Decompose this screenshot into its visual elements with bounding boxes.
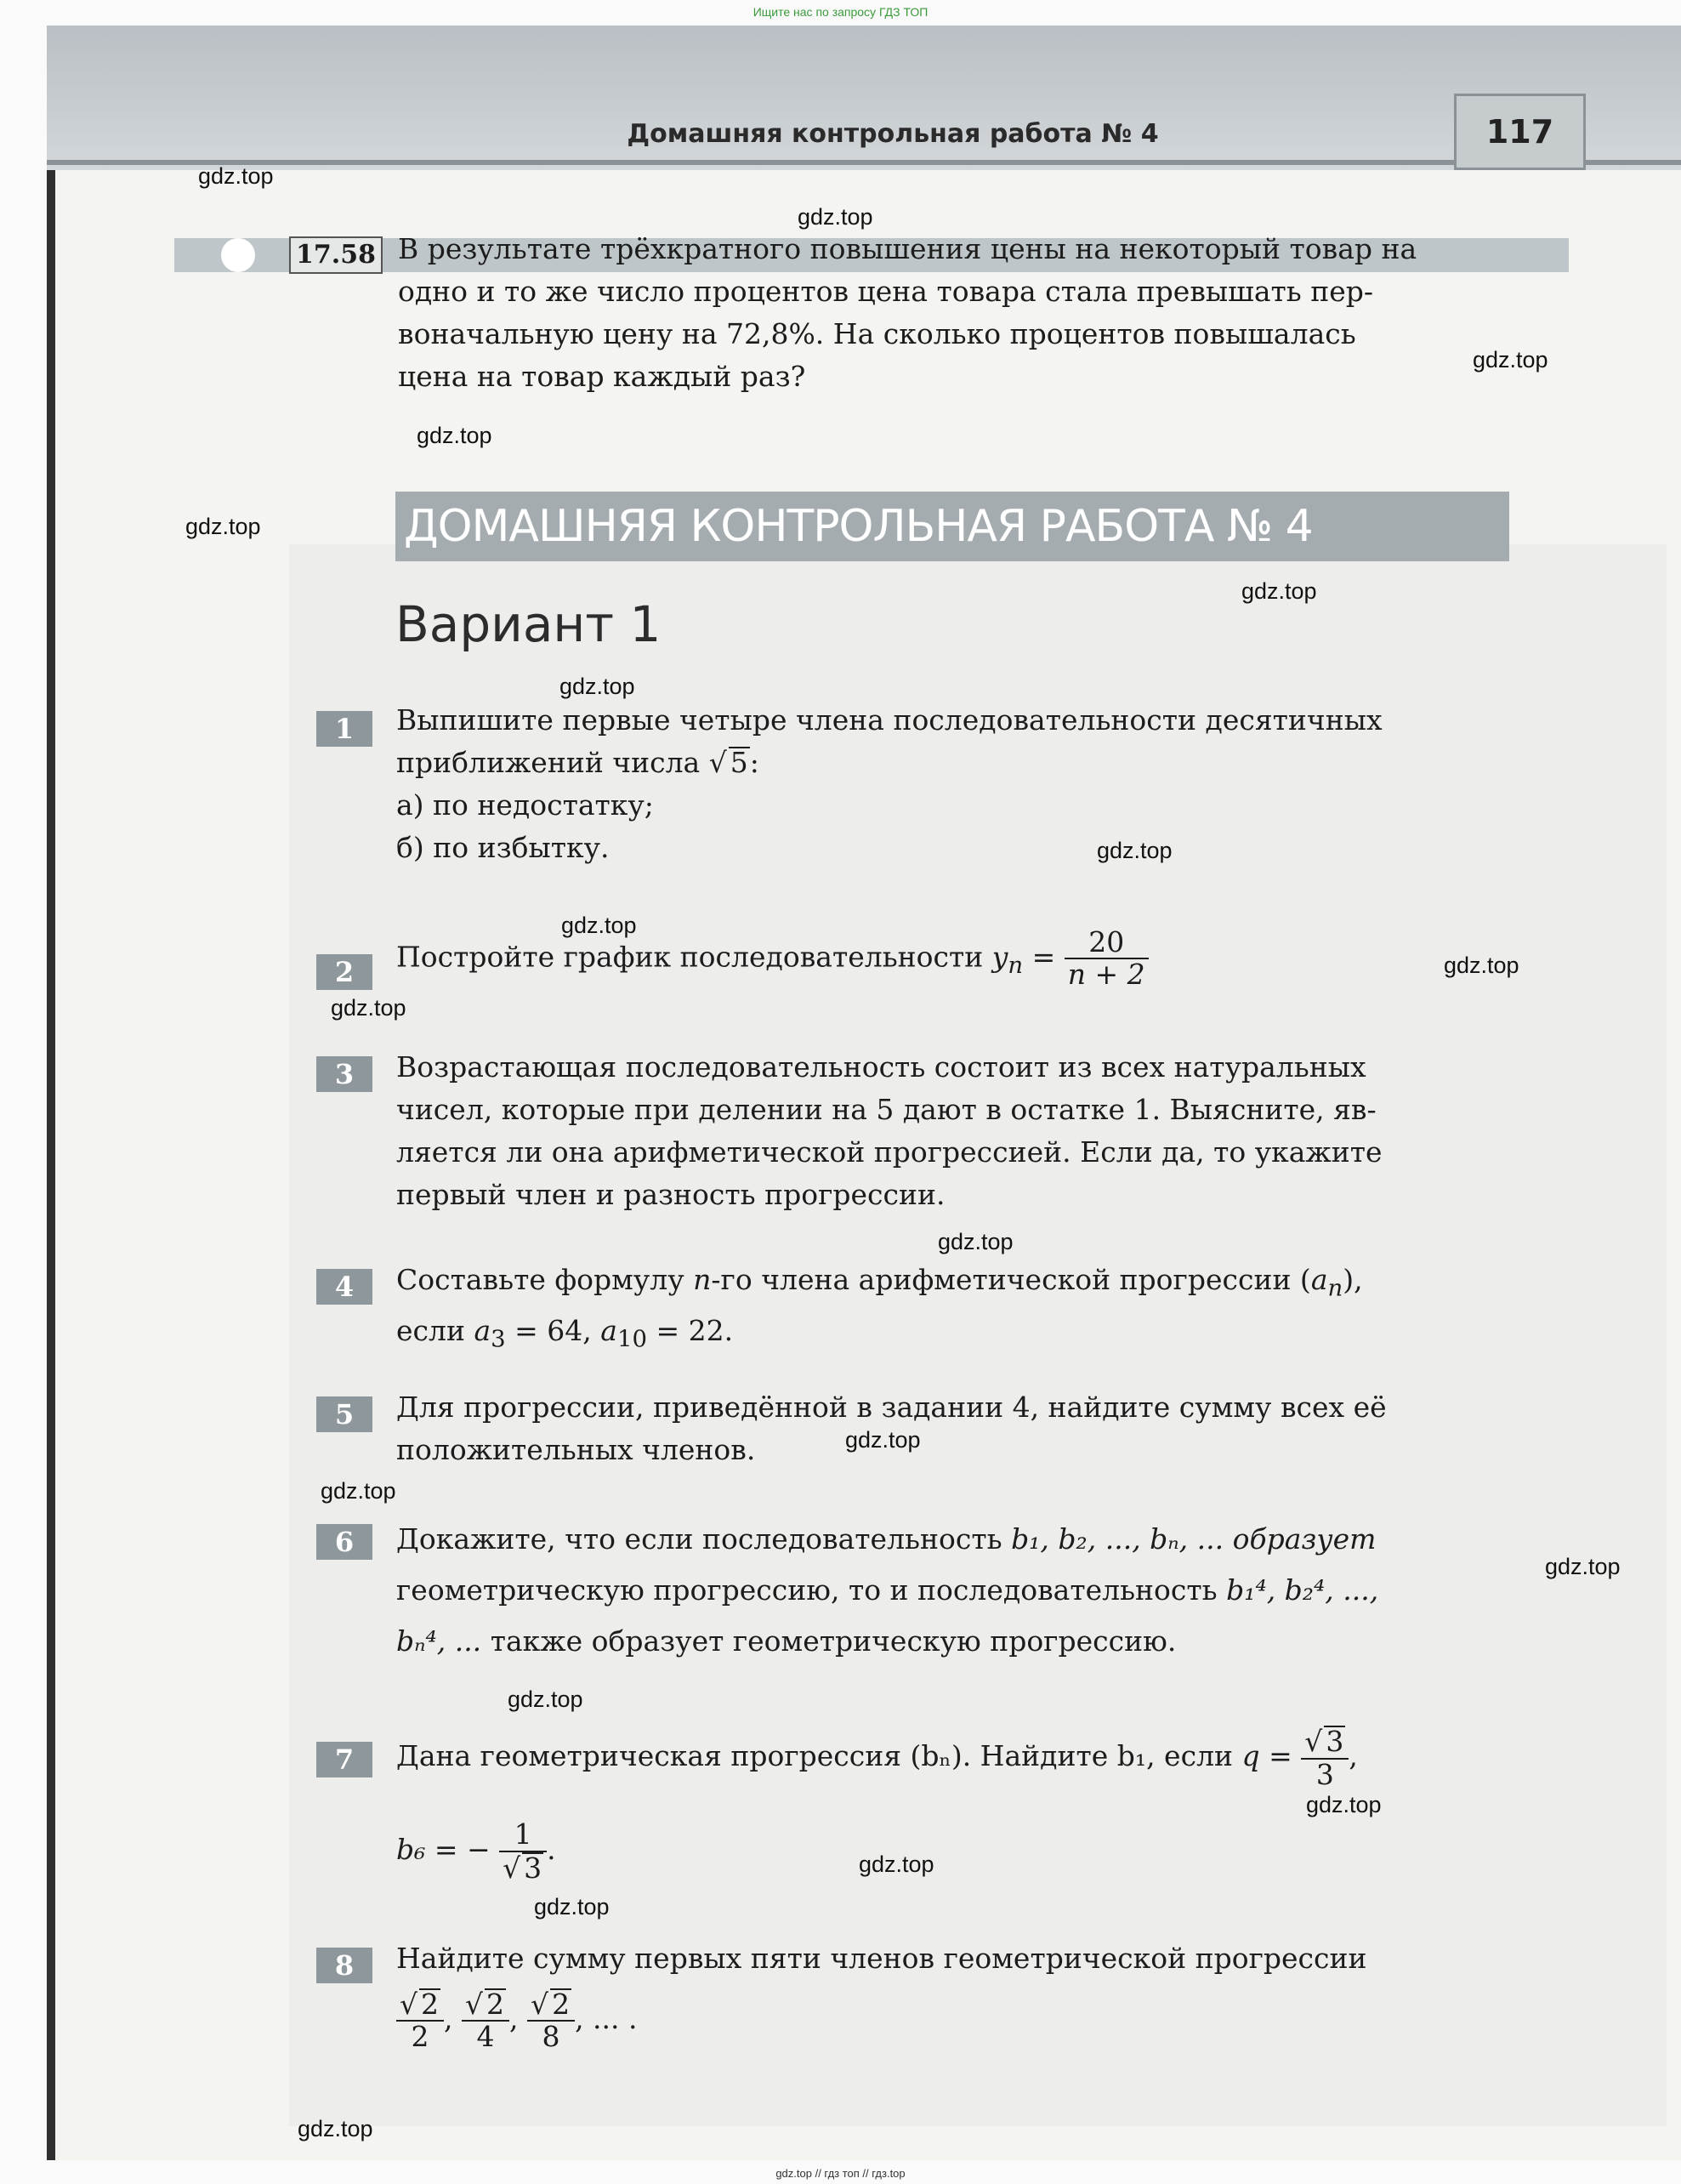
- t6-l3a: bₙ⁴, ...: [396, 1624, 482, 1658]
- task-1-line: Выпишите первые четыре члена последовательности десятичных: [396, 703, 1383, 737]
- task-badge-2: 2: [316, 954, 372, 990]
- t8-rad-1: 2: [421, 1988, 440, 2021]
- task-3-line: первый член и разность прогрессии.: [396, 1178, 946, 1211]
- t8-den-1: 2: [396, 2020, 444, 2052]
- t8-rad-3: 2: [552, 1988, 571, 2021]
- t4-a10val: = 22.: [656, 1313, 734, 1347]
- watermark: gdz.top: [561, 913, 637, 938]
- sqrt-symbol: √: [708, 746, 727, 779]
- watermark: gdz.top: [321, 1478, 396, 1504]
- watermark: gdz.top: [1306, 1792, 1382, 1817]
- sqrt-symbol: √: [531, 1988, 549, 2021]
- t4-avar: a: [1310, 1263, 1328, 1296]
- t6-l3b: также образует геометрическую прогрессию.: [490, 1624, 1177, 1658]
- t6-l2a: геометрическую прогрессию, то и последовательность: [396, 1573, 1218, 1607]
- t8-rad-2: 2: [486, 1988, 505, 2021]
- t4-a10: a: [600, 1313, 617, 1347]
- t4-asub: n: [1327, 1274, 1343, 1302]
- sqrt-symbol: √: [1304, 1725, 1323, 1759]
- task-badge-6: 6: [316, 1524, 372, 1560]
- task-5-text: [396, 1386, 1544, 1471]
- task-3-text: [396, 1046, 1544, 1216]
- task-badge-5: 5: [316, 1396, 372, 1432]
- t6-l1b: b₁, b₂, ..., bₙ, ... образует: [1011, 1522, 1377, 1556]
- task-badge-4: 4: [316, 1269, 372, 1305]
- t6-l1a: Докажите, что если последовательность: [396, 1522, 1002, 1556]
- t4-a3val: = 64,: [514, 1313, 592, 1347]
- running-head: Домашняя контрольная работа № 4: [627, 119, 1159, 149]
- t8-num-1: [396, 1988, 444, 2020]
- task-1758-line: цена на товар каждый раз?: [398, 360, 806, 393]
- section-title: ДОМАШНЯЯ КОНТРОЛЬНАЯ РАБОТА № 4: [404, 501, 1313, 552]
- watermark: gdz.top: [1444, 953, 1519, 978]
- variant-title: Вариант 1: [395, 595, 662, 653]
- t7-q-fraction: [1301, 1726, 1349, 1790]
- task-6-text: [396, 1514, 1544, 1667]
- task-8-line: $\frac{√ 2}{2}$ , $\frac{√ 2}{4}$ , $\frac{√ 2}{8}$ , ... .: [396, 1988, 1544, 2053]
- watermark: gdz.top: [798, 204, 873, 230]
- t4-a: Составьте формулу: [396, 1263, 684, 1296]
- sqrt-symbol: √: [465, 1988, 484, 2021]
- task-8-text: [396, 1937, 1544, 2053]
- t8-den-2: 4: [462, 2020, 509, 2052]
- task-3-line: чисел, которые при делении на 5 дают в остатке 1. Выясните, яв-: [396, 1093, 1377, 1126]
- task-badge-7: 7: [316, 1742, 372, 1777]
- task-2-statement: Постройте график последовательности: [396, 940, 984, 974]
- equals: =: [1031, 940, 1056, 974]
- task-8-line: Найдите сумму первых пяти членов геометрической прогрессии: [396, 1942, 1367, 1975]
- t7-q-den: 3: [1301, 1758, 1349, 1790]
- task-1758-line: воначальную цену на 72,8%. На сколько процентов повышалась: [398, 317, 1356, 350]
- task-1-option-a: а) по недостатку;: [396, 788, 654, 822]
- t7-b6-den: [499, 1851, 547, 1884]
- t7-end: .: [547, 1833, 556, 1866]
- task-1-line2: приближений числа: [396, 746, 701, 779]
- task-marker-icon: [221, 238, 255, 272]
- t8-frac-3: [527, 1988, 575, 2053]
- watermark: gdz.top: [938, 1229, 1014, 1254]
- watermark: gdz.top: [559, 674, 635, 699]
- task-7-line: Дана геометрическая прогрессия (bₙ). Найдите b₁, если q = $\frac{√ 3}{3}$ ,: [396, 1725, 1358, 1791]
- task-6-line: [396, 1616, 1544, 1667]
- t7-b6-num: 1: [514, 1817, 532, 1851]
- t7-b6: b₆ = −: [396, 1833, 491, 1866]
- task-3-line: Возрастающая последовательность состоит из всех натуральных: [396, 1050, 1366, 1083]
- top-note: Ищите нас по запросу ГДЗ ТОП: [752, 5, 929, 19]
- t8-num-2: [462, 1988, 509, 2020]
- task-6-line: [396, 1514, 1544, 1565]
- frac-numerator: 20: [1088, 925, 1125, 958]
- watermark: gdz.top: [331, 995, 406, 1021]
- t6-l2b: b₁⁴, b₂⁴, ...,: [1226, 1573, 1379, 1607]
- t8-tail: , ... .: [575, 2001, 638, 2035]
- watermark: gdz.top: [198, 163, 274, 189]
- t7-q-radicand: 3: [1326, 1725, 1344, 1759]
- watermark: gdz.top: [1545, 1554, 1621, 1579]
- task-4-line: [396, 1259, 1544, 1310]
- watermark: gdz.top: [534, 1894, 610, 1920]
- sub-n: n: [1008, 951, 1024, 979]
- t8-num-3: [527, 1988, 575, 2020]
- watermark: gdz.top: [185, 514, 261, 539]
- t4-a3sub: 3: [491, 1325, 506, 1353]
- task-1-option-b: б) по избытку.: [396, 831, 610, 864]
- watermark: gdz.top: [859, 1851, 934, 1877]
- page-number: 117: [1454, 94, 1586, 170]
- t7-q-num: [1301, 1726, 1349, 1757]
- task-6-line: [396, 1565, 1544, 1616]
- sqrt-symbol: √: [503, 1851, 521, 1885]
- watermark: gdz.top: [1097, 838, 1173, 863]
- t7-b6-radicand: 3: [524, 1851, 542, 1885]
- t7-l1: Дана геометрическая прогрессия (bₙ). Найдите b₁, если: [396, 1739, 1234, 1772]
- t4-b: -го члена арифметической прогрессии (: [711, 1263, 1311, 1296]
- task-4-line: [396, 1310, 1544, 1361]
- bottom-note: gdz.top // гдз топ // гдз.top: [775, 2167, 906, 2180]
- task-badge-8: 8: [316, 1948, 372, 1983]
- t7-q: q =: [1241, 1739, 1292, 1772]
- fraction: [1065, 927, 1149, 991]
- t4-c: ),: [1343, 1263, 1363, 1296]
- t4-a3: a: [474, 1313, 491, 1347]
- watermark: gdz.top: [417, 423, 492, 448]
- colon: :: [749, 746, 759, 779]
- watermark: gdz.top: [508, 1686, 583, 1712]
- task-1-text: [396, 699, 1544, 869]
- sqrt-symbol: √: [400, 1988, 418, 2021]
- task-4-text: [396, 1259, 1544, 1360]
- watermark: gdz.top: [298, 2116, 373, 2141]
- task-badge-1: 1: [316, 711, 372, 747]
- t8-frac-1: [396, 1988, 444, 2053]
- header-rule: [47, 160, 1681, 165]
- t7-b6-fraction: [499, 1819, 547, 1884]
- task-1758-text: [398, 228, 1537, 398]
- radicand: 5: [730, 746, 748, 779]
- var-y: y: [991, 940, 1008, 974]
- task-number: 17.58: [289, 236, 383, 274]
- watermark: gdz.top: [1473, 347, 1548, 373]
- task-5-line: Для прогрессии, приведённой в задании 4, найдите сумму всех её: [396, 1391, 1387, 1424]
- t8-frac-2: [462, 1988, 509, 2053]
- task-badge-3: 3: [316, 1056, 372, 1092]
- frac-denominator: n + 2: [1065, 958, 1149, 990]
- t4-a10sub: 10: [616, 1325, 647, 1353]
- t4-if: если: [396, 1313, 465, 1347]
- watermark: gdz.top: [845, 1427, 921, 1453]
- task-5-line: положительных членов.: [396, 1433, 756, 1466]
- task-1758-line: В результате трёхкратного повышения цены на некоторый товар на: [398, 232, 1417, 265]
- task-1-line: [396, 742, 1544, 784]
- t4-n: n: [693, 1263, 712, 1296]
- watermark: gdz.top: [1241, 578, 1317, 604]
- task-1758-line: одно и то же число процентов цена товара стала превышать пер-: [398, 275, 1374, 308]
- t8-den-3: 8: [527, 2020, 575, 2052]
- task-3-line: ляется ли она арифметической прогрессией. Если да, то укажите: [396, 1135, 1383, 1169]
